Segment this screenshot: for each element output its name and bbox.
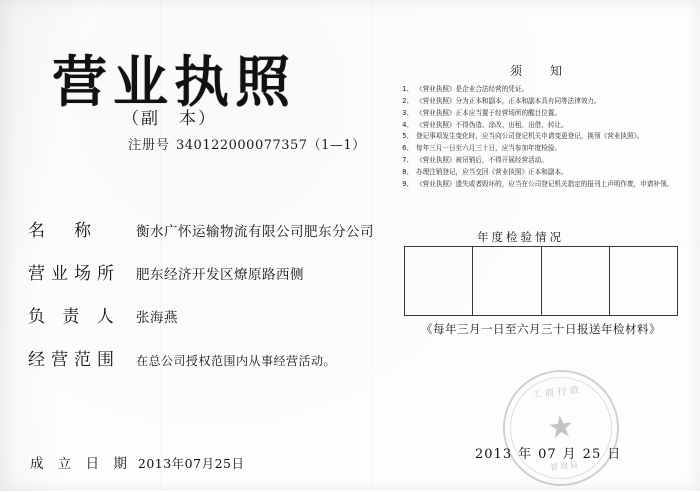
field-label-business-scope: 经营范围 [28,350,120,370]
notice-item [402,167,678,178]
annual-inspection-cell [405,247,473,315]
notice-item [402,131,678,142]
annual-inspection-note: 《每年三月一日至六月三十日报送年检材料》 [421,322,661,336]
notice-item-text: 《营业执照》不得伪造、涂改、出租、出借、转让。 [416,120,568,129]
field-row-business-scope [28,345,378,370]
notice-item [402,84,678,95]
notice-item [402,179,678,190]
issue-date-day-unit: 日 [607,447,622,462]
notice-item-number: 5、 [402,132,413,141]
founding-date-value: 2013年07月25日 [137,456,245,471]
notice-item-number: 4、 [402,120,413,129]
annual-inspection-cell [542,247,610,315]
notice-item-number: 6、 [402,144,413,153]
notice-item-text: 登记事项发生变化时，应当向公司登记机关申请变更登记，换领《营业执照》。 [416,132,644,141]
field-row-address [28,259,378,284]
field-value-address: 肥东经济开发区燎原路西侧 [136,267,304,283]
annual-inspection-cell [610,247,677,315]
license-fields [28,216,378,388]
notice-item-number: 1、 [402,85,413,93]
notice-item-number: 2、 [402,96,413,105]
notice-item-number: 3、 [402,108,413,117]
notice-item-text: 《营业执照》被吊销后，不得开展经营活动。 [416,156,548,165]
field-label-address: 营业场所 [28,264,120,284]
notice-item-text: 《营业执照》分为正本和副本，正本和副本具有同等法律效力。 [416,96,601,105]
notice-title: 须 知 [510,64,571,78]
issue-date [472,443,624,462]
field-label-name: 名 称 [28,221,97,241]
registration-number-line [128,134,366,153]
notice-item-text: 《营业执照》遗失或者毁坏的，应当在公司登记机关指定的报刊上声明作废，申请补领。 [416,179,674,188]
issue-date-year: 2013 [475,447,513,462]
seal-top-text: 工商行政 [531,384,583,401]
seal-bottom-text: 管理局 [549,460,581,473]
notice-item-text: 《营业执照》正本应当置于经营场所的醒目位置。 [416,108,562,117]
annual-inspection-title: 年度检验情况 [477,230,564,244]
field-value-business-scope: 在总公司授权范围内从事经营活动。 [136,354,337,368]
issue-date-year-unit: 年 [518,447,533,462]
founding-date-label: 成 立 日 期 [30,456,132,472]
issue-date-month-unit: 月 [562,447,577,462]
registration-number-label: 注册号 [128,138,171,153]
document-title: 营业执照 [52,49,297,114]
notice-item-number: 9、 [402,179,413,188]
annual-inspection-grid [404,246,678,316]
notice-item-text: 每年三月一日至六月三十日，应当参加年度检验。 [416,144,562,153]
founding-date [30,452,245,472]
notice-item [402,108,678,119]
notice-item-text: 办理注销登记，应当交回《营业执照》正本和副本。 [416,168,568,177]
registration-number-value: 340122000077357（1—1） [176,138,366,153]
notice-list [402,84,678,191]
notice-item [402,155,678,166]
official-seal-stamp [497,364,624,491]
notice-item-number: 7、 [402,156,413,165]
field-value-representative: 张海燕 [136,310,178,326]
field-label-representative: 负 责 人 [28,307,120,327]
notice-item-text: 《营业执照》是企业合法经营的凭证。 [416,85,529,93]
issue-date-day: 25 [582,447,602,462]
issue-date-month: 07 [538,447,557,462]
notice-item-number: 8、 [402,168,413,177]
notice-item [402,96,678,107]
annual-inspection-cell [473,247,541,315]
notice-item [402,143,678,154]
field-value-name: 衡水广怀运输物流有限公司肥东分公司 [136,224,374,240]
notice-item [402,120,678,131]
field-row-name [28,216,378,241]
field-row-representative [28,302,378,327]
document-subtitle: （副 本） [122,109,217,129]
